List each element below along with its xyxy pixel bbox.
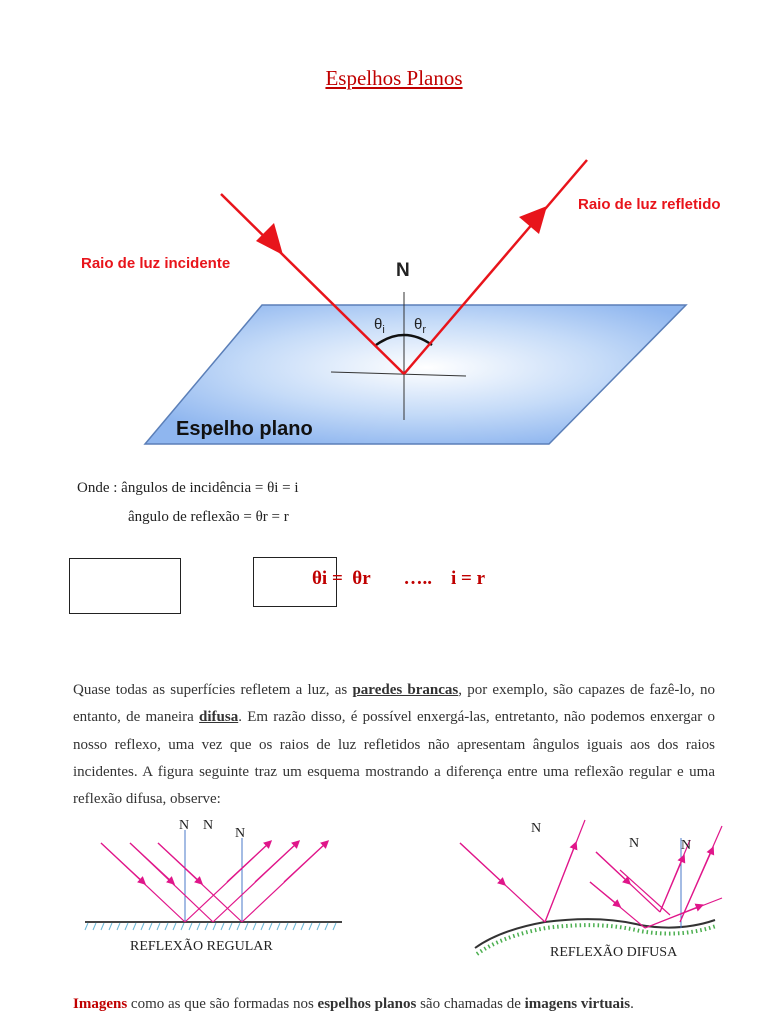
definition-incidence: Onde : ângulos de incidência = θi = i	[77, 480, 299, 496]
plane-mirror-diagram	[60, 150, 760, 450]
reflected-label: Raio de luz refletido	[578, 196, 721, 213]
incident-label: Raio de luz incidente	[81, 255, 231, 272]
diffuse-rays	[460, 820, 722, 928]
reflection-law-equation: θi = θr ….. i = r	[312, 568, 486, 589]
diffuse-reflection-diagram	[455, 815, 730, 965]
incident-arrow	[256, 223, 283, 255]
regular-reflection-diagram	[80, 815, 360, 965]
diffuse-normal-label-3: N	[681, 838, 692, 853]
theta-r-label: $\theta_r$	[414, 316, 427, 336]
normal-label-3: N	[235, 826, 246, 841]
word-imagens-virtuais: imagens virtuais	[524, 996, 631, 1012]
regular-rays	[101, 843, 326, 922]
body-paragraph: Quase todas as superfícies refletem a luz, as paredes brancas, por exemplo, são capazes de fazê-lo, no entanto, de maneira difusa. Em razão disso, é possível enxergá-las, entretanto, não podemos enxergar o nosso reflexo, uma vez que os raios de luz refletidos não apresentam ângulos iguais aos dos raios incidentes. A figura seguinte traz um esquema mostrando a diferença entre uma reflexão regular e uma reflexão difusa, observe:	[73, 682, 716, 808]
bottom-sentence: Imagens como as que são formadas nos espelhos planos são chamadas de imagens virtuais.	[73, 996, 634, 1012]
word-imagens: Imagens	[73, 996, 128, 1012]
highlight-paredes-brancas: paredes brancas	[352, 682, 459, 698]
normal-label-1: N	[179, 818, 190, 833]
caption-regular: REFLEXÃO REGULAR	[130, 939, 273, 954]
definition-reflection: ângulo de reflexão = θr = r	[128, 509, 289, 525]
diffuse-normal-label-2: N	[629, 836, 640, 851]
normal-label: N	[396, 260, 410, 281]
page-title: Espelhos Planos	[325, 66, 463, 90]
diffuse-normal-label-1: N	[531, 821, 542, 836]
mirror-label: Espelho plano	[176, 418, 313, 440]
theta-i-label: $\theta_i$	[374, 316, 385, 336]
normal-label-2: N	[203, 818, 214, 833]
highlight-difusa: difusa	[199, 709, 239, 726]
empty-box-left	[69, 558, 181, 614]
word-espelhos-planos: espelhos planos	[317, 996, 417, 1012]
caption-diffuse: REFLEXÃO DIFUSA	[550, 945, 678, 960]
reflected-arrow	[519, 206, 547, 234]
